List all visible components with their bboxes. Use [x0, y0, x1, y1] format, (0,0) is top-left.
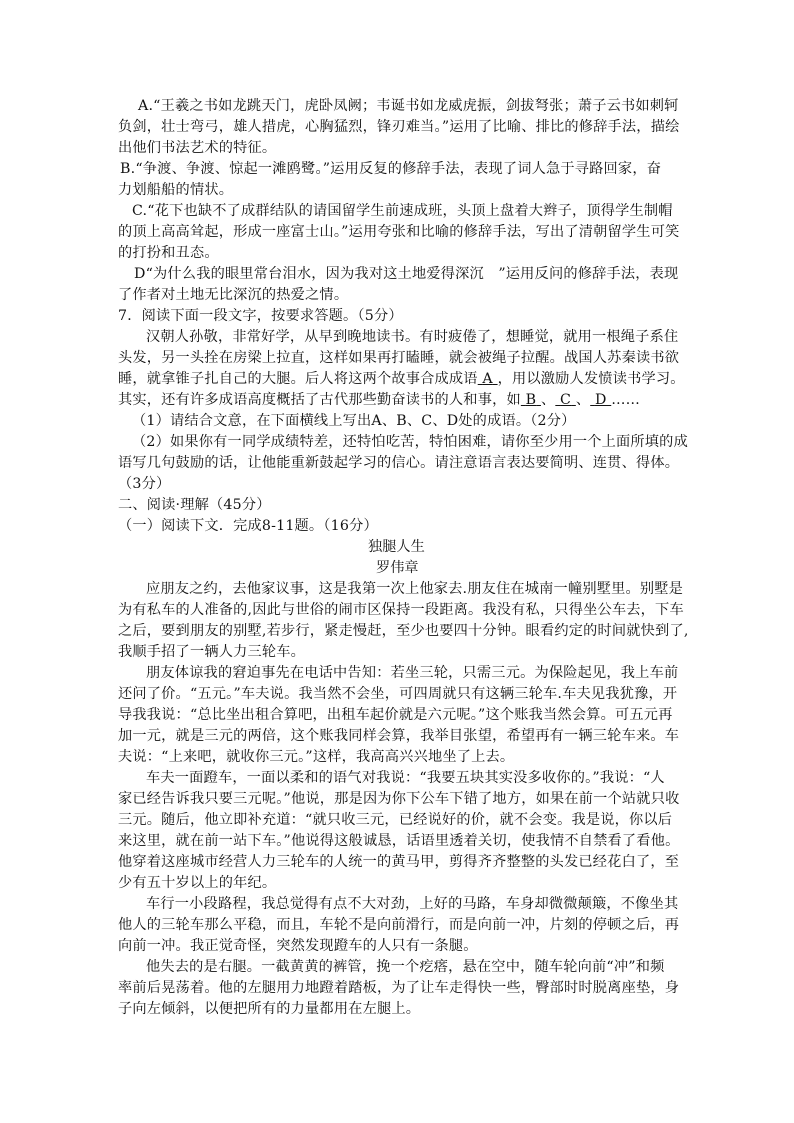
- article-p4-line-2: 他人的三轮车那么平稳，而且，车轮不是向前滑行，而是向前一冲，片刻的停顿之后，再: [118, 917, 680, 933]
- option-b-line-2: 力划船船的情状。: [118, 182, 234, 198]
- option-c-line-3: 的打扮和丑态。: [118, 245, 219, 261]
- option-b-line-1: B.“争渡、争渡、惊起一滩鸥鹭。”运用反复的修辞手法，表现了词人急于寻路回家，奋: [120, 161, 662, 177]
- q7-passage-line-4: 其实，还有许多成语高度概括了古代那些勤奋读书的人和事，如 B 、 C 、 D ……: [118, 392, 641, 408]
- q7-passage-line-1: 汉朝人孙敬，非常好学，从早到晚地读书。有时疲倦了，想睡觉，就用一根绳子系住: [146, 329, 679, 345]
- article-p2-line-1: 朋友体谅我的窘迫事先在电话中告知：若坐三轮，只需三元。为保险起见，我上车前: [146, 665, 679, 681]
- article-p5-line-3: 子向左倾斜，以便把所有的力量都用在左腿上。: [118, 1001, 421, 1017]
- q7-passage-text: 睡，就拿锥子扎自己的大腿。后人将这两个故事合成成语: [118, 371, 478, 387]
- article-p2-line-5: 夫说：“上来吧，就收你三元。”这样，我高高兴兴地坐了上去。: [118, 749, 515, 765]
- article-title: 独腿人生: [368, 539, 425, 555]
- article-p3-line-2: 家已经告诉我只要三元呢。”他说，那是因为你下公车下错了地方，如果在前一个站就只收: [118, 791, 680, 807]
- option-a-line-3: 出他们书法艺术的特征。: [118, 140, 277, 156]
- q7-passage-line-3: [118, 369, 685, 390]
- article-p3-line-6: 少有五十岁以上的年纪。: [118, 875, 277, 891]
- blank-c: C: [560, 392, 572, 408]
- q7-passage-text: 其实，还有许多成语高度概括了古代那些勤奋读书的人和事，如: [118, 392, 521, 408]
- article-p1-line-3: 之后，要到朋友的别墅,若步行，紧走慢赶，至少也要四十分钟。眼看约定的时间就快到了,: [118, 623, 689, 639]
- article-p3-line-5: 他穿着这座城市经营人力三轮车的人统一的黄马甲，剪得齐齐整整的头发已经花白了，至: [118, 854, 680, 870]
- q7-subquestion-2-line-2: 语写几句鼓励的话，让他能重新鼓起学习的信心。请注意语言表达要简明、连贯、得体。: [118, 455, 680, 471]
- option-d-line-1: D“为什么我的眼里常台泪水，因为我对这土地爱得深沉 ”运用反问的修辞手法，表现: [134, 266, 679, 282]
- q7-passage-line-2: 头发，另一头拴在房梁上拉直，这样如果再打瞌睡，就会被绳子拉醒。战国人苏秦读书欲: [118, 350, 680, 366]
- blank-b: B: [525, 392, 537, 408]
- blank-a: A: [482, 371, 493, 387]
- q7-subquestion-1: （1）请结合文意，在下面横线上写出A、B、C、D处的成语。（2分）: [132, 413, 576, 429]
- article-author: 罗伟章: [376, 560, 419, 576]
- article-p1-line-2: 为有私车的人准备的,因此与世俗的闹市区保持一段距离。我没有私，只得坐公车去，下车: [118, 602, 684, 618]
- article-p2-line-2: 还问了价。“五元。”车夫说。我当然不会坐，可四周就只有这辆三轮车.车夫见我犹豫，开: [118, 686, 678, 702]
- article-p1-line-4: 我顺手招了一辆人力三轮车。: [118, 644, 306, 660]
- option-c-line-2: 的顶上高高耸起，形成一座富士山。”运用夸张和比喻的修辞手法，写出了清朝留学生可笑: [118, 224, 680, 240]
- article-p3-line-4: 来这里，就在前一站下车。”他说得这般诚恳，话语里透着关切，使我情不自禁看了看他。: [118, 833, 680, 849]
- q7-passage-text: ……: [611, 392, 641, 408]
- article-p4-line-1: 车行一小段路程，我总觉得有点不大对劲，上好的马路，车身却微微颠簸，不像坐其: [146, 896, 679, 912]
- option-a-line-2: 负剑，壮士弯弓，雄人措虎，心胸猛烈，锋刃难当。”运用了比喻、排比的修辞手法，描绘: [118, 119, 680, 135]
- article-p3-line-1: 车夫一面蹬车，一面以柔和的语气对我说：“我要五块其实没多收你的。”我说：“人: [146, 770, 665, 786]
- article-p5-line-1: 他失去的是右腿。一截黄黄的裤管，挽一个疙瘩，悬在空中，随车轮向前“冲”和频: [146, 959, 665, 975]
- article-p5-line-2: 率前后晃荡着。他的左腿用力地蹬着踏板，为了让车走得快一些，臀部时时脱离座垫，身: [118, 980, 680, 996]
- part-1-heading: （一）阅读下文．完成8-11题。（16分）: [118, 518, 378, 534]
- section-2-heading: 二、阅读·理解（45分）: [118, 497, 271, 513]
- article-p1-line-1: 应朋友之约，去他家议事，这是我第一次上他家去.朋友住在城南一幢别墅里。别墅是: [146, 581, 684, 597]
- q7-subquestion-2-line-3: （3分）: [118, 476, 171, 492]
- article-p3-line-3: 三元。随后，他立即补充道：“就只收三元，已经说好的价，就不会变。我是说，你以后: [118, 812, 673, 828]
- question-7-title: 7．阅读下面一段文字，按要求答题。（5分）: [118, 308, 403, 324]
- article-p2-line-4: 加一元，就是三元的两倍，这个账我同样会算，我举目张望，希望再有一辆三轮车来。车: [118, 728, 680, 744]
- option-c-line-1: C.“花下也缺不了成群结队的请国留学生前速成班，头顶上盘着大辫子，顶得学生制帽: [132, 203, 673, 219]
- blank-d: D: [594, 392, 607, 408]
- article-p2-line-3: 导我我说：“总比坐出租合算吧，出租车起价就是六元呢。”这个账我当然会算。可五元再: [118, 707, 673, 723]
- article-p4-line-3: 向前一冲。我正觉奇怪，突然发现蹬车的人只有一条腿。: [118, 938, 478, 954]
- q7-subquestion-2-line-1: （2）如果你有一同学成绩特差，还特怕吃苦，特怕困难，请你至少用一个上面所填的成: [132, 434, 688, 450]
- q7-passage-text: ，用以激励人发愤读书学习。: [497, 371, 685, 387]
- option-a-line-1: A.“王羲之书如龙跳天门，虎卧凤阙；韦诞书如龙威虎振，剑拔弩张；萧子云书如刺轲: [138, 98, 679, 114]
- option-d-line-2: 了作者对土地无比深沉的热爱之情。: [118, 287, 349, 303]
